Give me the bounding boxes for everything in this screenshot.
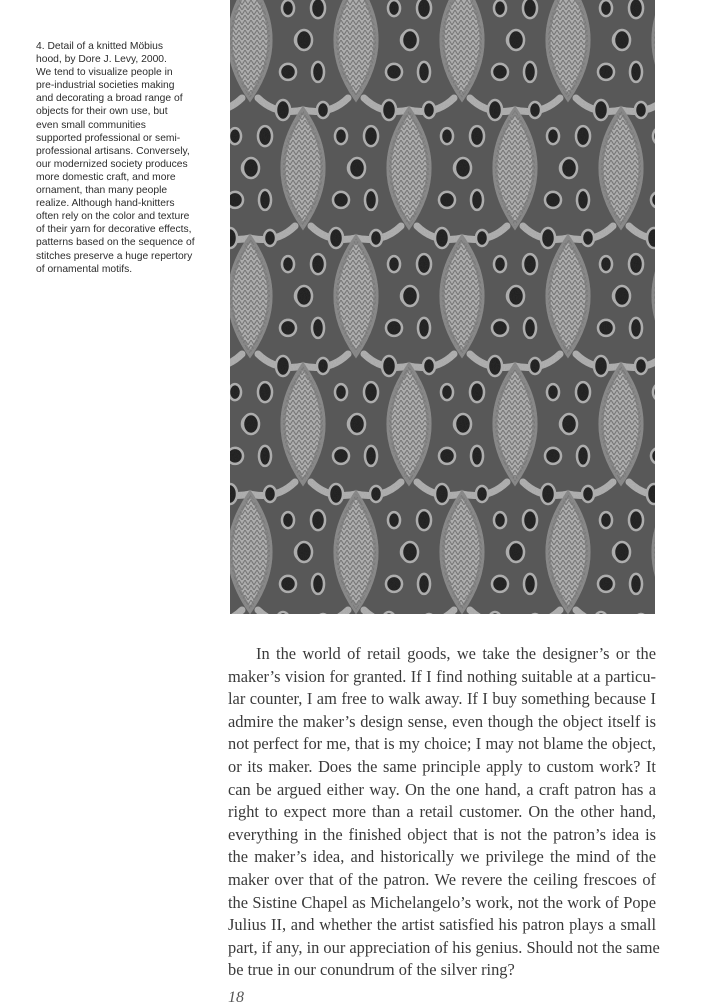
eyelet-hole bbox=[523, 0, 537, 18]
eyelet-hole bbox=[523, 510, 537, 530]
eyelet-hole bbox=[576, 382, 590, 402]
eyelet-hole bbox=[647, 484, 655, 504]
eyelet-hole bbox=[364, 126, 378, 146]
eyelet-hole bbox=[582, 486, 594, 502]
eyelet-hole bbox=[545, 448, 561, 464]
body-text-line: In the world of retail goods, we take the designer’s or the bbox=[256, 644, 656, 663]
eyelet-hole bbox=[529, 102, 541, 118]
eyelet-hole bbox=[317, 102, 329, 118]
eyelet-hole bbox=[296, 286, 312, 306]
page-number: 18 bbox=[228, 989, 244, 1006]
eyelet-hole bbox=[423, 358, 435, 374]
caption-line: of their yarn for decorative effects, bbox=[36, 224, 192, 236]
eyelet-hole bbox=[402, 286, 418, 306]
eyelet-hole bbox=[492, 64, 508, 80]
eyelet-hole bbox=[598, 320, 614, 336]
eyelet-hole bbox=[576, 126, 590, 146]
eyelet-hole bbox=[329, 484, 343, 504]
eyelet-hole bbox=[417, 0, 431, 18]
eyelet-hole bbox=[382, 356, 396, 376]
body-text-line: everything in the finished object that is not the patron’s idea is bbox=[228, 824, 656, 844]
eyelet-hole bbox=[329, 228, 343, 248]
caption-line: We tend to visualize people in bbox=[36, 67, 173, 79]
eyelet-hole bbox=[508, 286, 524, 306]
eyelet-hole bbox=[577, 190, 589, 210]
eyelet-hole bbox=[600, 0, 612, 16]
eyelet-hole bbox=[264, 486, 276, 502]
eyelet-hole bbox=[629, 0, 643, 18]
eyelet-hole bbox=[280, 64, 296, 80]
eyelet-hole bbox=[230, 128, 241, 144]
eyelet-hole bbox=[529, 358, 541, 374]
eyelet-hole bbox=[524, 62, 536, 82]
eyelet-hole bbox=[635, 102, 647, 118]
caption-line: patterns based on the sequence of bbox=[36, 237, 195, 249]
eyelet-hole bbox=[600, 512, 612, 528]
eyelet-hole bbox=[230, 192, 243, 208]
body-text-line: maker’s vision for granted. If I find nothing suitable at a particu- bbox=[228, 666, 656, 686]
eyelet-hole bbox=[243, 158, 259, 178]
body-text-line: maker over that of the patron. We revere the ceiling frescoes of bbox=[228, 869, 656, 889]
eyelet-hole bbox=[417, 510, 431, 530]
eyelet-hole bbox=[547, 128, 559, 144]
body-text-line: Julius II, and whether the artist satisfied his patron plays a small bbox=[228, 915, 656, 935]
eyelet-hole bbox=[333, 192, 349, 208]
eyelet-hole bbox=[494, 256, 506, 272]
caption-line: our modernized society produces bbox=[36, 158, 188, 170]
eyelet-hole bbox=[335, 128, 347, 144]
caption-line: professional artisans. Conversely, bbox=[36, 145, 190, 157]
body-text-line: not perfect for me, that is my choice; I may not blame the object, bbox=[228, 734, 656, 754]
eyelet-hole bbox=[523, 254, 537, 274]
eyelet-hole bbox=[335, 384, 347, 400]
eyelet-hole bbox=[594, 356, 608, 376]
body-text-line: the Sistine Chapel as Michelangelo’s work, not the work of Pope bbox=[228, 892, 656, 912]
eyelet-hole bbox=[508, 30, 524, 50]
eyelet-hole bbox=[471, 446, 483, 466]
caption-line: ornament, than many people bbox=[36, 185, 168, 197]
eyelet-hole bbox=[439, 192, 455, 208]
caption-line: and decorating a broad range of bbox=[36, 93, 183, 105]
eyelet-hole bbox=[365, 446, 377, 466]
eyelet-hole bbox=[259, 446, 271, 466]
knitted-mobius-hood-photo bbox=[230, 0, 655, 614]
eyelet-hole bbox=[418, 574, 430, 594]
eyelet-hole bbox=[282, 512, 294, 528]
eyelet-hole bbox=[647, 228, 655, 248]
eyelet-hole bbox=[312, 62, 324, 82]
caption-line: supported professional or semi- bbox=[36, 132, 181, 144]
eyelet-hole bbox=[388, 0, 400, 16]
caption-line: often rely on the color and texture bbox=[36, 211, 190, 223]
eyelet-hole bbox=[386, 320, 402, 336]
eyelet-hole bbox=[333, 448, 349, 464]
eyelet-hole bbox=[653, 128, 655, 144]
eyelet-hole bbox=[492, 576, 508, 592]
eyelet-hole bbox=[282, 0, 294, 16]
eyelet-hole bbox=[561, 414, 577, 434]
eyelet-hole bbox=[476, 230, 488, 246]
eyelet-hole bbox=[582, 230, 594, 246]
eyelet-hole bbox=[494, 512, 506, 528]
eyelet-hole bbox=[508, 542, 524, 562]
eyelet-hole bbox=[455, 158, 471, 178]
body-text-line: part, if any, in our appreciation of his genius. Should not the same bbox=[228, 937, 660, 957]
eyelet-hole bbox=[365, 190, 377, 210]
eyelet-hole bbox=[524, 574, 536, 594]
eyelet-hole bbox=[423, 102, 435, 118]
eyelet-hole bbox=[280, 576, 296, 592]
eyelet-hole bbox=[470, 126, 484, 146]
eyelet-hole bbox=[524, 318, 536, 338]
eyelet-hole bbox=[264, 230, 276, 246]
eyelet-hole bbox=[577, 446, 589, 466]
eyelet-hole bbox=[471, 190, 483, 210]
eyelet-hole bbox=[598, 64, 614, 80]
body-text-line: the maker’s idea, and historically we privilege the mind of the bbox=[228, 847, 656, 867]
eyelet-hole bbox=[386, 64, 402, 80]
eyelet-hole bbox=[441, 128, 453, 144]
eyelet-hole bbox=[455, 414, 471, 434]
eyelet-hole bbox=[388, 256, 400, 272]
eyelet-hole bbox=[630, 574, 642, 594]
eyelet-hole bbox=[402, 30, 418, 50]
eyelet-hole bbox=[311, 0, 325, 18]
eyelet-hole bbox=[630, 62, 642, 82]
eyelet-hole bbox=[230, 384, 241, 400]
eyelet-hole bbox=[614, 30, 630, 50]
eyelet-hole bbox=[312, 574, 324, 594]
eyelet-hole bbox=[476, 486, 488, 502]
eyelet-hole bbox=[418, 62, 430, 82]
eyelet-hole bbox=[230, 484, 237, 504]
eyelet-hole bbox=[311, 254, 325, 274]
body-text-line: can be argued either way. On the one hand, a craft patron has a bbox=[228, 779, 656, 799]
eyelet-hole bbox=[230, 228, 237, 248]
eyelet-hole bbox=[282, 256, 294, 272]
eyelet-hole bbox=[386, 576, 402, 592]
eyelet-hole bbox=[541, 228, 555, 248]
eyelet-hole bbox=[614, 542, 630, 562]
eyelet-hole bbox=[370, 486, 382, 502]
eyelet-hole bbox=[541, 484, 555, 504]
eyelet-hole bbox=[382, 100, 396, 120]
eyelet-hole bbox=[417, 254, 431, 274]
eyelet-hole bbox=[494, 0, 506, 16]
eyelet-hole bbox=[312, 318, 324, 338]
eyelet-hole bbox=[402, 542, 418, 562]
eyelet-hole bbox=[296, 542, 312, 562]
eyelet-hole bbox=[439, 448, 455, 464]
body-text-line: right to expect more than a retail customer. On the other hand, bbox=[228, 802, 656, 822]
eyelet-hole bbox=[435, 484, 449, 504]
eyelet-hole bbox=[349, 158, 365, 178]
eyelet-hole bbox=[441, 384, 453, 400]
body-text-line: be true in our conundrum of the silver ring? bbox=[228, 960, 515, 980]
caption-line: of ornamental motifs. bbox=[36, 263, 133, 275]
eyelet-hole bbox=[630, 318, 642, 338]
caption-line: hood, by Dore J. Levy, 2000. bbox=[36, 54, 167, 66]
eyelet-hole bbox=[311, 510, 325, 530]
eyelet-hole bbox=[600, 256, 612, 272]
eyelet-hole bbox=[545, 192, 561, 208]
eyelet-hole bbox=[629, 510, 643, 530]
eyelet-hole bbox=[296, 30, 312, 50]
eyelet-hole bbox=[598, 576, 614, 592]
caption-line: realize. Although hand-knitters bbox=[36, 198, 175, 210]
eyelet-hole bbox=[635, 358, 647, 374]
eyelet-hole bbox=[258, 126, 272, 146]
eyelet-hole bbox=[488, 100, 502, 120]
caption-line: 4. Detail of a knitted Möbius bbox=[36, 41, 164, 52]
body-text-line: or its maker. Does the same principle apply to custom work? It bbox=[228, 756, 656, 776]
eyelet-hole bbox=[492, 320, 508, 336]
eyelet-hole bbox=[259, 190, 271, 210]
eyelet-hole bbox=[276, 356, 290, 376]
eyelet-hole bbox=[418, 318, 430, 338]
eyelet-hole bbox=[488, 356, 502, 376]
eyelet-hole bbox=[349, 414, 365, 434]
eyelet-hole bbox=[243, 414, 259, 434]
eyelet-hole bbox=[435, 228, 449, 248]
eyelet-hole bbox=[364, 382, 378, 402]
eyelet-hole bbox=[370, 230, 382, 246]
eyelet-hole bbox=[547, 384, 559, 400]
eyelet-hole bbox=[614, 286, 630, 306]
body-text-line: lar counter, I am free to walk away. If I buy something because I bbox=[228, 689, 656, 709]
eyelet-hole bbox=[388, 512, 400, 528]
eyelet-hole bbox=[629, 254, 643, 274]
eyelet-hole bbox=[280, 320, 296, 336]
eyelet-hole bbox=[230, 448, 243, 464]
eyelet-hole bbox=[561, 158, 577, 178]
caption-line: pre-industrial societies making bbox=[36, 80, 175, 92]
eyelet-hole bbox=[276, 100, 290, 120]
figure-caption bbox=[36, 40, 212, 276]
caption-line: even small communities bbox=[36, 119, 146, 131]
caption-line: more domestic craft, and more bbox=[36, 171, 176, 183]
eyelet-hole bbox=[317, 358, 329, 374]
eyelet-hole bbox=[470, 382, 484, 402]
caption-line: objects for their own use, but bbox=[36, 106, 168, 118]
body-text bbox=[228, 643, 660, 982]
eyelet-hole bbox=[594, 100, 608, 120]
body-text-line: admire the maker’s design sense, even though the object itself is bbox=[228, 711, 656, 731]
eyelet-hole bbox=[653, 384, 655, 400]
caption-line: stitches preserve a huge repertory bbox=[36, 250, 193, 262]
eyelet-hole bbox=[258, 382, 272, 402]
